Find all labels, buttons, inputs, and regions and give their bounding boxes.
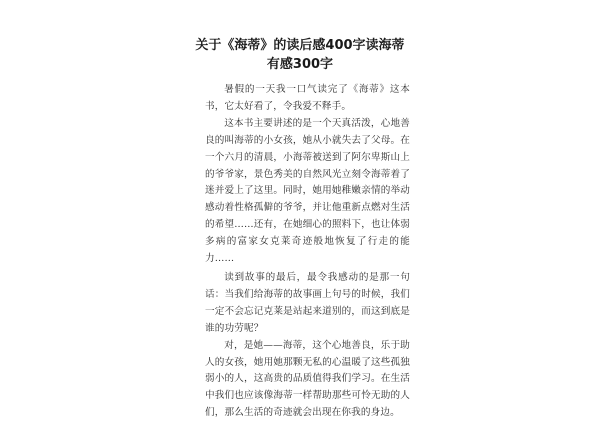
article-title xyxy=(180,36,420,74)
paragraph-2: 这本书主要讲述的是一个天真活泼，心地善良的叫海蒂的小女孩，她从小就失去了父母。在一个六月的清晨，小海蒂被送到了阿尔卑斯山上的爷爷家，景色秀美的自然风光立刻令海蒂着了迷并爱上了这里。同时，她用她稚嫩亲情的举动感动着性格孤僻的爷爷，并让他重新点燃对生活的希望……还有，在她细心的照料下，也让体弱多病的富家女克莱奇迹般地恢复了行走的能力…… xyxy=(205,117,410,265)
article-body xyxy=(205,82,410,422)
article-title-line-2: 有感300字 xyxy=(266,57,334,72)
article-title-line-1: 关于《海蒂》的读后感400字读海蒂 xyxy=(195,38,405,53)
paragraph-4: 对，是她——海蒂，这个心地善良，乐于助人的女孩，她用她那颗无私的心温暖了这些孤独弱小的人，这高贵的品质值得我们学习。在生活中我们也应该像海蒂一样帮助那些可怜无助的人们，那么生活的奇迹就会出现在你我的身边。 xyxy=(205,339,410,419)
paragraph-1: 暑假的一天我一口气读完了《海蒂》这本书，它太好看了，令我爱不释手。 xyxy=(205,84,410,112)
paragraph-3: 读到故事的最后，最令我感动的是那一句话：当我们给海蒂的故事画上句号的时候，我们一定不会忘记克莱是站起来道别的，而这到底是谁的功劳呢？ xyxy=(205,271,410,334)
